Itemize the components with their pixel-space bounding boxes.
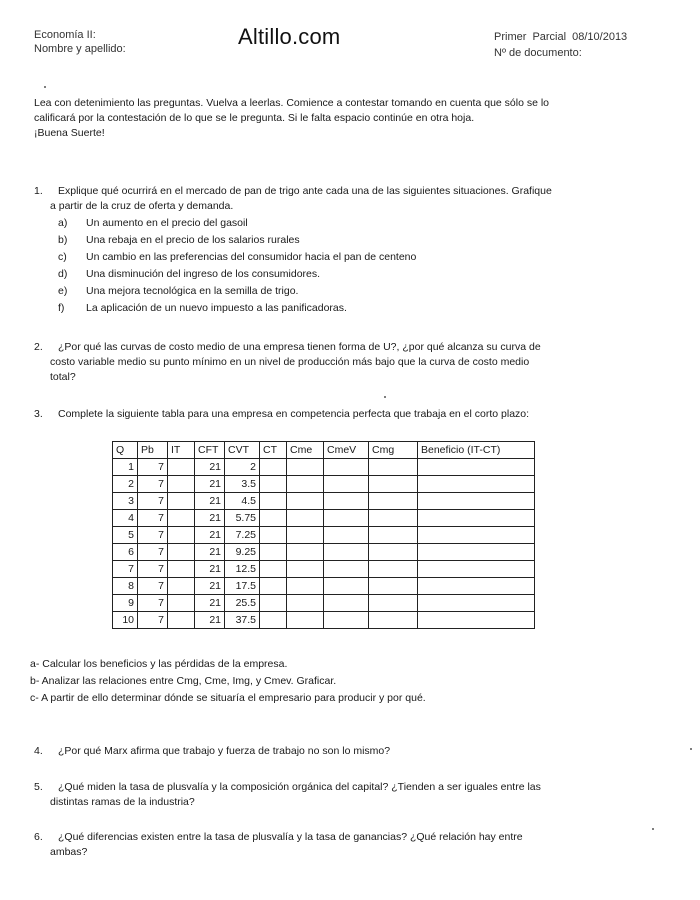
cell-cvt: 9.25 [225,544,260,561]
question-5-line-2: distintas ramas de la industria? [50,796,195,808]
cell-cmev [324,459,369,476]
cell-it [168,510,195,527]
cell-cvt: 7.25 [225,527,260,544]
cell-ct [260,612,287,629]
question-number: 5. [34,781,43,793]
cell-cmev [324,493,369,510]
question-3-text: Complete la siguiente tabla para una empresa en competencia perfecta que trabaja en el corto plazo: [58,408,530,420]
cell-cmev [324,561,369,578]
cell-pb: 7 [138,612,168,629]
column-header-q: Q [113,442,138,459]
cell-cme [287,476,324,493]
name-label: Nombre y apellido: [34,43,126,55]
cell-cme [287,612,324,629]
cell-cme [287,527,324,544]
subject-label: Economía II: [34,29,96,41]
cell-q: 8 [113,578,138,595]
column-header-cvt: CVT [225,442,260,459]
table-row [113,612,535,629]
cell-it [168,527,195,544]
cell-cft: 21 [195,510,225,527]
scan-speck [652,828,654,830]
question-1-line-2: a partir de la cruz de oferta y demanda. [50,200,234,212]
question-number: 3. [34,408,43,420]
cell-pb: 7 [138,561,168,578]
cell-cvt: 2 [225,459,260,476]
cell-cvt: 17.5 [225,578,260,595]
exam-title: Primer Parcial 08/10/2013 [494,31,628,43]
question-3 [34,407,674,422]
table-row [113,493,535,510]
column-header-beneficio: Beneficio (IT-CT) [418,442,535,459]
question-2 [34,340,674,385]
cell-pb: 7 [138,476,168,493]
cell-q: 10 [113,612,138,629]
cell-beneficio [418,578,535,595]
cell-q: 2 [113,476,138,493]
cell-pb: 7 [138,527,168,544]
cell-pb: 7 [138,459,168,476]
cell-cmg [369,510,418,527]
cell-cmev [324,527,369,544]
question-5 [34,780,674,810]
cell-cmev [324,595,369,612]
cell-cvt: 4.5 [225,493,260,510]
cell-pb: 7 [138,493,168,510]
cell-q: 4 [113,510,138,527]
question-6-line-1: ¿Qué diferencias existen entre la tasa de plusvalía y la tasa de ganancias? ¿Qué relación hay entre [58,831,523,843]
column-header-it: IT [168,442,195,459]
cell-pb: 7 [138,510,168,527]
cell-cft: 21 [195,544,225,561]
cell-beneficio [418,459,535,476]
cell-cmev [324,476,369,493]
cell-cmg [369,459,418,476]
cell-cmg [369,595,418,612]
cell-cme [287,544,324,561]
cell-cft: 21 [195,561,225,578]
cell-q: 9 [113,595,138,612]
cell-cmg [369,612,418,629]
cell-it [168,476,195,493]
cell-cme [287,493,324,510]
cell-cvt: 12.5 [225,561,260,578]
question-1-line-1: Explique qué ocurrirá en el mercado de pan de trigo ante cada una de las siguientes situaciones. Grafique [58,185,552,197]
cell-q: 1 [113,459,138,476]
cell-pb: 7 [138,544,168,561]
cell-ct [260,510,287,527]
column-header-cft: CFT [195,442,225,459]
cell-it [168,544,195,561]
cell-cmg [369,544,418,561]
cell-cft: 21 [195,595,225,612]
table-row [113,578,535,595]
list-item: b) Una rebaja en el precio de los salarios rurales [58,234,300,246]
list-item: f) La aplicación de un nuevo impuesto a las panificadoras. [58,302,347,314]
cell-ct [260,578,287,595]
cell-beneficio [418,476,535,493]
cell-cvt: 5.75 [225,510,260,527]
cell-it [168,561,195,578]
column-header-pb: Pb [138,442,168,459]
cell-q: 6 [113,544,138,561]
question-number: 6. [34,831,43,843]
cell-cmg [369,561,418,578]
cell-cft: 21 [195,476,225,493]
cell-cvt: 25.5 [225,595,260,612]
cell-cme [287,578,324,595]
question-number: 2. [34,341,43,353]
cell-ct [260,459,287,476]
cell-ct [260,476,287,493]
cell-cmev [324,544,369,561]
cell-q: 7 [113,561,138,578]
question-2-line-1: ¿Por qué las curvas de costo medio de una empresa tienen forma de U?, ¿por qué alcanza su curva de [58,341,541,353]
cell-cmg [369,578,418,595]
cell-cft: 21 [195,612,225,629]
cell-q: 5 [113,527,138,544]
question-3-subitems [30,656,670,707]
list-item: d) Una disminución del ingreso de los consumidores. [58,268,321,280]
column-header-cme: Cme [287,442,324,459]
instructions-line-2: calificará por la contestación de lo que se le pregunta. Si le falta espacio continúe en otra hoja. [34,112,475,124]
question-6 [34,830,674,860]
table-row [113,459,535,476]
cell-ct [260,527,287,544]
cell-cme [287,561,324,578]
cell-cft: 21 [195,578,225,595]
cell-cmev [324,578,369,595]
cell-cft: 21 [195,527,225,544]
cell-ct [260,561,287,578]
question-2-line-2: costo variable medio su punto mínimo en un nivel de producción más bajo que la curva de costo medio [50,356,530,368]
list-item: b- Analizar las relaciones entre Cmg, Cme, Img, y Cmev. Graficar. [30,675,337,687]
cell-cvt: 3.5 [225,476,260,493]
cost-table-wrapper [112,441,535,629]
question-number: 1. [34,185,43,197]
cell-cme [287,459,324,476]
cell-ct [260,544,287,561]
column-header-cmg: Cmg [369,442,418,459]
column-header-cmev: CmeV [324,442,369,459]
question-5-line-1: ¿Qué miden la tasa de plusvalía y la composición orgánica del capital? ¿Tienden a ser iguales entre las [58,781,541,793]
cell-cft: 21 [195,493,225,510]
cell-it [168,612,195,629]
scan-speck [384,396,386,398]
cell-beneficio [418,493,535,510]
cell-cvt: 37.5 [225,612,260,629]
question-1-items [34,215,674,317]
question-1 [34,184,674,317]
cell-beneficio [418,527,535,544]
cell-cmg [369,527,418,544]
question-6-line-2: ambas? [50,846,88,858]
table-row [113,510,535,527]
document-number-label: Nº de documento: [494,47,582,59]
list-item: c) Un cambio en las preferencias del consumidor hacia el pan de centeno [58,251,417,263]
question-number: 4. [34,745,43,757]
cell-cmev [324,510,369,527]
cell-beneficio [418,612,535,629]
table-row [113,544,535,561]
cell-it [168,459,195,476]
column-header-ct: CT [260,442,287,459]
cost-table [112,441,535,629]
cell-it [168,493,195,510]
scan-speck [44,86,46,88]
instructions-line-1: Lea con detenimiento las preguntas. Vuelva a leerlas. Comience a contestar tomando en cuenta que sólo se lo [34,97,550,109]
cell-pb: 7 [138,578,168,595]
list-item: a- Calcular los beneficios y las pérdidas de la empresa. [30,658,288,670]
good-luck-text: ¡Buena Suerte! [34,127,105,139]
list-item: a) Un aumento en el precio del gasoil [58,217,248,229]
cell-ct [260,493,287,510]
cell-cme [287,595,324,612]
list-item: e) Una mejora tecnológica en la semilla de trigo. [58,285,299,297]
cell-beneficio [418,544,535,561]
scan-speck [690,748,692,750]
list-item: c- A partir de ello determinar dónde se situaría el empresario para producir y por qué. [30,692,426,704]
cell-beneficio [418,595,535,612]
cell-pb: 7 [138,595,168,612]
cell-beneficio [418,510,535,527]
question-4 [34,744,674,759]
cell-beneficio [418,561,535,578]
question-2-line-3: total? [50,371,76,383]
cell-cft: 21 [195,459,225,476]
table-header-row [113,442,535,459]
cell-it [168,595,195,612]
brand-logo-text: Altillo.com [238,24,341,49]
instructions [34,96,674,141]
cell-cmg [369,476,418,493]
cell-it [168,578,195,595]
question-4-text: ¿Por qué Marx afirma que trabajo y fuerza de trabajo no son lo mismo? [58,745,391,757]
table-row [113,476,535,493]
table-row [113,527,535,544]
cell-ct [260,595,287,612]
table-row [113,595,535,612]
cell-cme [287,510,324,527]
cell-cmev [324,612,369,629]
table-row [113,561,535,578]
cell-q: 3 [113,493,138,510]
cell-cmg [369,493,418,510]
